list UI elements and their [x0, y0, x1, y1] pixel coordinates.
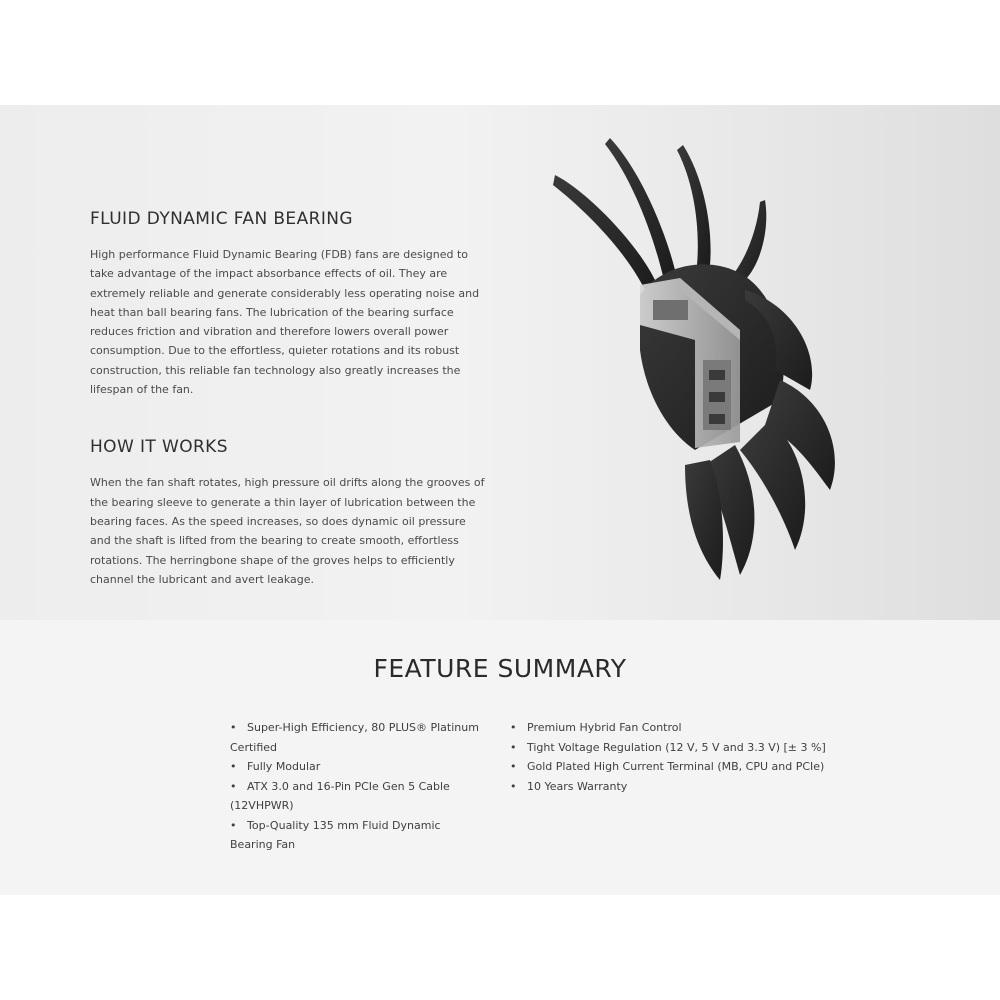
bearing-heading: FLUID DYNAMIC FAN BEARING [90, 209, 353, 229]
how-it-works-heading: HOW IT WORKS [90, 437, 228, 458]
hero-text-block [90, 209, 490, 589]
bullet: • [230, 721, 237, 734]
bullet: • [510, 740, 517, 754]
bullet: • [510, 721, 517, 734]
feature-summary-title: FEATURE SUMMARY [373, 654, 627, 683]
bearing-paragraph: High performance Fluid Dynamic Bearing (FDB) fans are designed to take advantage of the impact absorbance effects of oil. They are extremely reliable and generate considerably less operating noise and heat than ball bearing fans. The lubrication of the bearing surface reduces friction and vibration and therefore lowers overall power consumption. Due to the effortless, quieter rotations and its robust construction, this reliable fan technology also greatly increases the lifespan of the fan. [90, 248, 480, 397]
bearing-hero-section [0, 105, 1000, 620]
feature-item: • Super-High Efficiency, 80 PLUS® Platinum Certified [230, 718, 485, 757]
feature-item: • Premium Hybrid Fan Control [510, 718, 830, 738]
feature-list-left [230, 718, 485, 855]
bullet: • [230, 779, 237, 793]
feature-item: • Top-Quality 135 mm Fluid Dynamic Bearing Fan [230, 816, 485, 855]
bullet: • [510, 779, 517, 793]
feature-summary-section [0, 620, 1000, 895]
feature-item: • Gold Plated High Current Terminal (MB, CPU and PCIe) [510, 757, 830, 777]
feature-item: • Fully Modular [230, 757, 485, 777]
feature-list-right [510, 718, 830, 796]
bullet: • [230, 818, 237, 832]
fan-bearing-illustration [545, 130, 845, 590]
bullet: • [230, 760, 237, 773]
feature-item: • 10 Years Warranty [510, 777, 830, 797]
feature-item: • Tight Voltage Regulation (12 V, 5 V and 3.3 V) [± 3 %] [510, 738, 830, 758]
bullet: • [510, 760, 517, 773]
how-it-works-paragraph: When the fan shaft rotates, high pressure oil drifts along the grooves of the bearing sleeve to generate a thin layer of lubrication between the bearing faces. As the speed increases, so does dynamic oil pressure and the shaft is lifted from the bearing to create smooth, effortless rotations. The herringbone shape of the groves helps to efficiently channel the lubricant and avert leakage. [90, 476, 485, 586]
feature-item: • ATX 3.0 and 16-Pin PCIe Gen 5 Cable (12VHPWR) [230, 777, 485, 816]
